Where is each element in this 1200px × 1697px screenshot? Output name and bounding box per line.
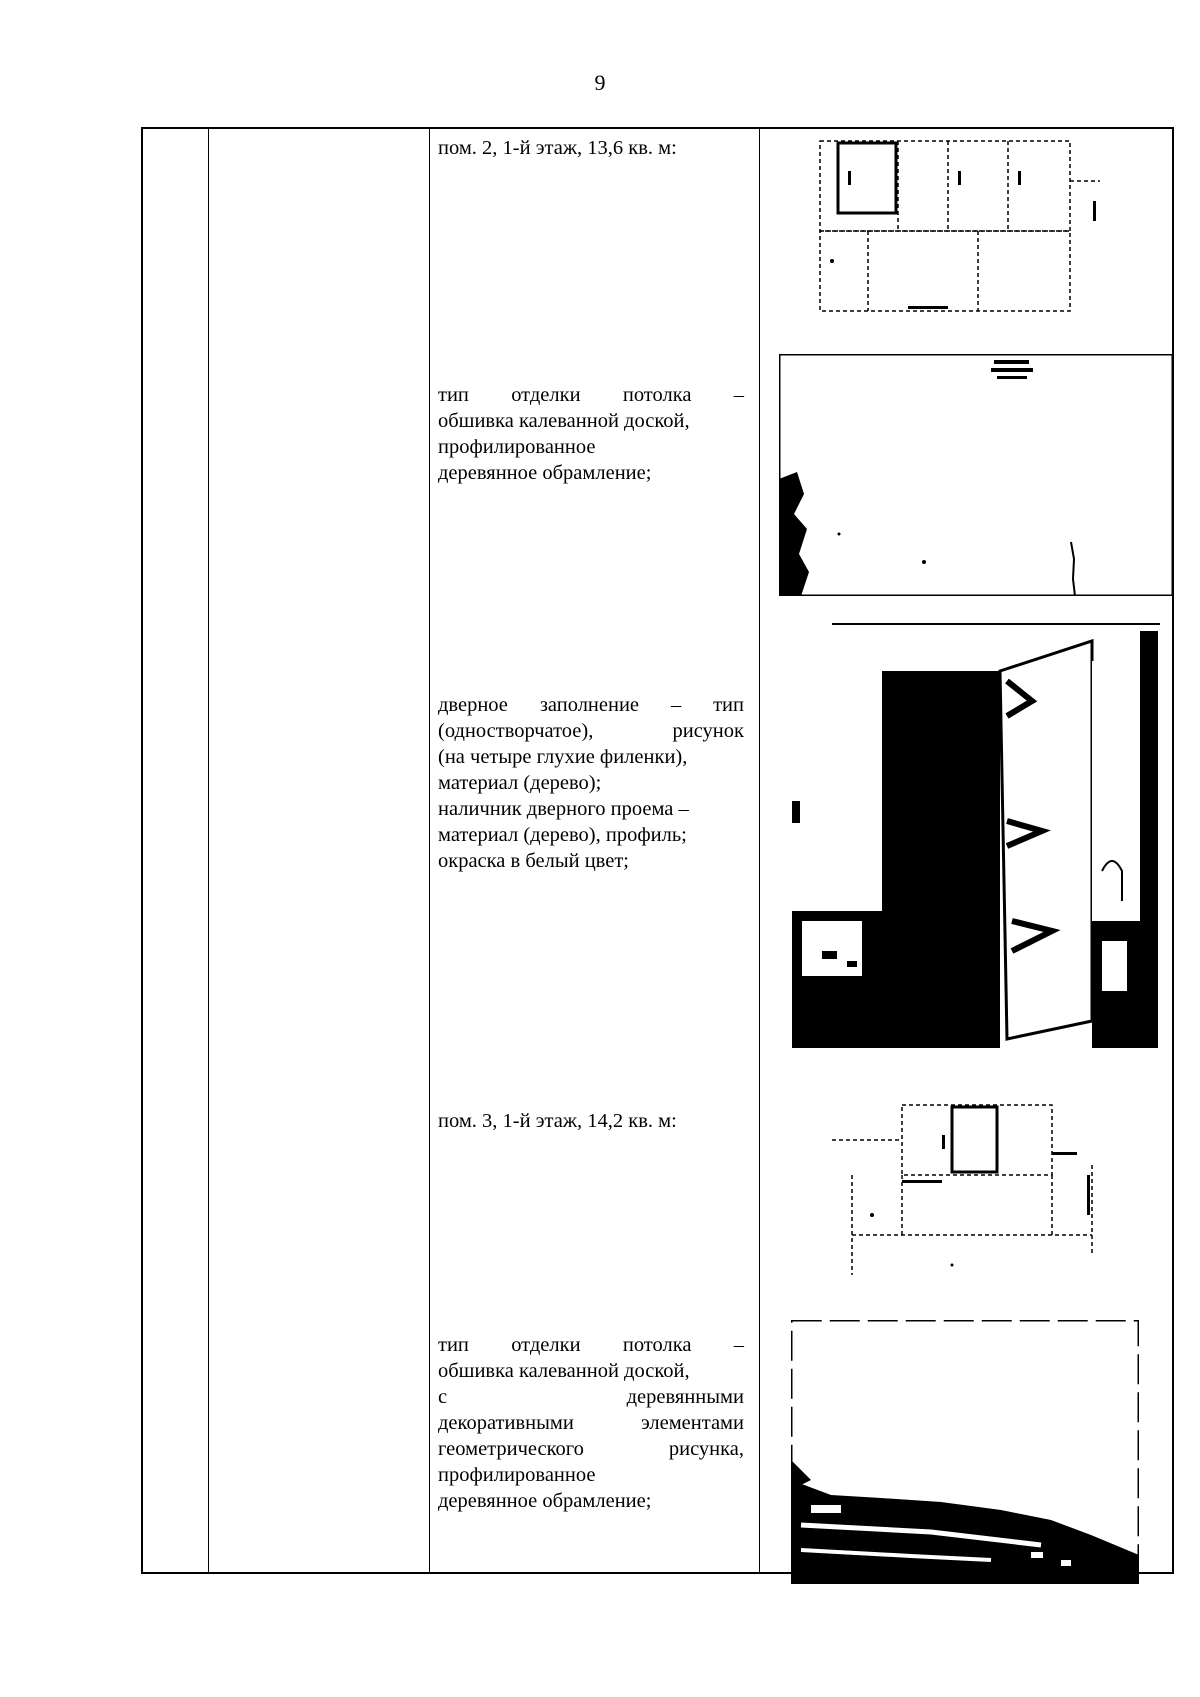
text-line: материал (дерево); — [438, 772, 602, 794]
text-line: профилированное — [438, 1464, 596, 1486]
column-divider — [208, 129, 209, 1572]
text-line: (на четыре глухие филенки), — [438, 746, 688, 768]
ceiling-2-description — [438, 382, 744, 486]
door-photo — [792, 621, 1160, 1048]
ceiling-photo-room3 — [791, 1320, 1139, 1584]
room-3-label: пом. 3, 1-й этаж, 14,2 кв. м: — [438, 1110, 677, 1132]
room-2-heading — [438, 135, 744, 161]
text-line: тип отделки потолка – — [438, 1334, 744, 1356]
text-line: с деревянными — [438, 1386, 744, 1408]
room-3-heading — [438, 1108, 744, 1134]
page-number: 9 — [594, 70, 606, 95]
text-line: наличник дверного проема – — [438, 798, 689, 820]
text-line: геометрического рисунка, — [438, 1438, 744, 1460]
text-line: деревянное обрамление; — [438, 462, 652, 484]
text-line: окраска в белый цвет; — [438, 850, 629, 872]
floorplan-room2-image — [808, 131, 1108, 336]
column-divider — [759, 129, 760, 1572]
text-line: обшивка калеванной доской, — [438, 1360, 690, 1382]
ceiling-3-description — [438, 1332, 744, 1514]
door-description — [438, 692, 744, 874]
column-divider — [429, 129, 430, 1572]
text-line: декоративными элементами — [438, 1412, 744, 1434]
text-line: материал (дерево), профиль; — [438, 824, 687, 846]
text-line: тип отделки потолка – — [438, 384, 744, 406]
text-line: деревянное обрамление; — [438, 1490, 652, 1512]
floorplan-room3-image — [812, 1095, 1112, 1295]
text-line: (одностворчатое), рисунок — [438, 720, 744, 742]
text-line: профилированное — [438, 436, 596, 458]
text-line: дверное заполнение – тип — [438, 694, 744, 716]
text-line: обшивка калеванной доской, — [438, 410, 690, 432]
room-2-label: пом. 2, 1-й этаж, 13,6 кв. м: — [438, 137, 677, 159]
ceiling-photo-room2 — [779, 354, 1173, 596]
